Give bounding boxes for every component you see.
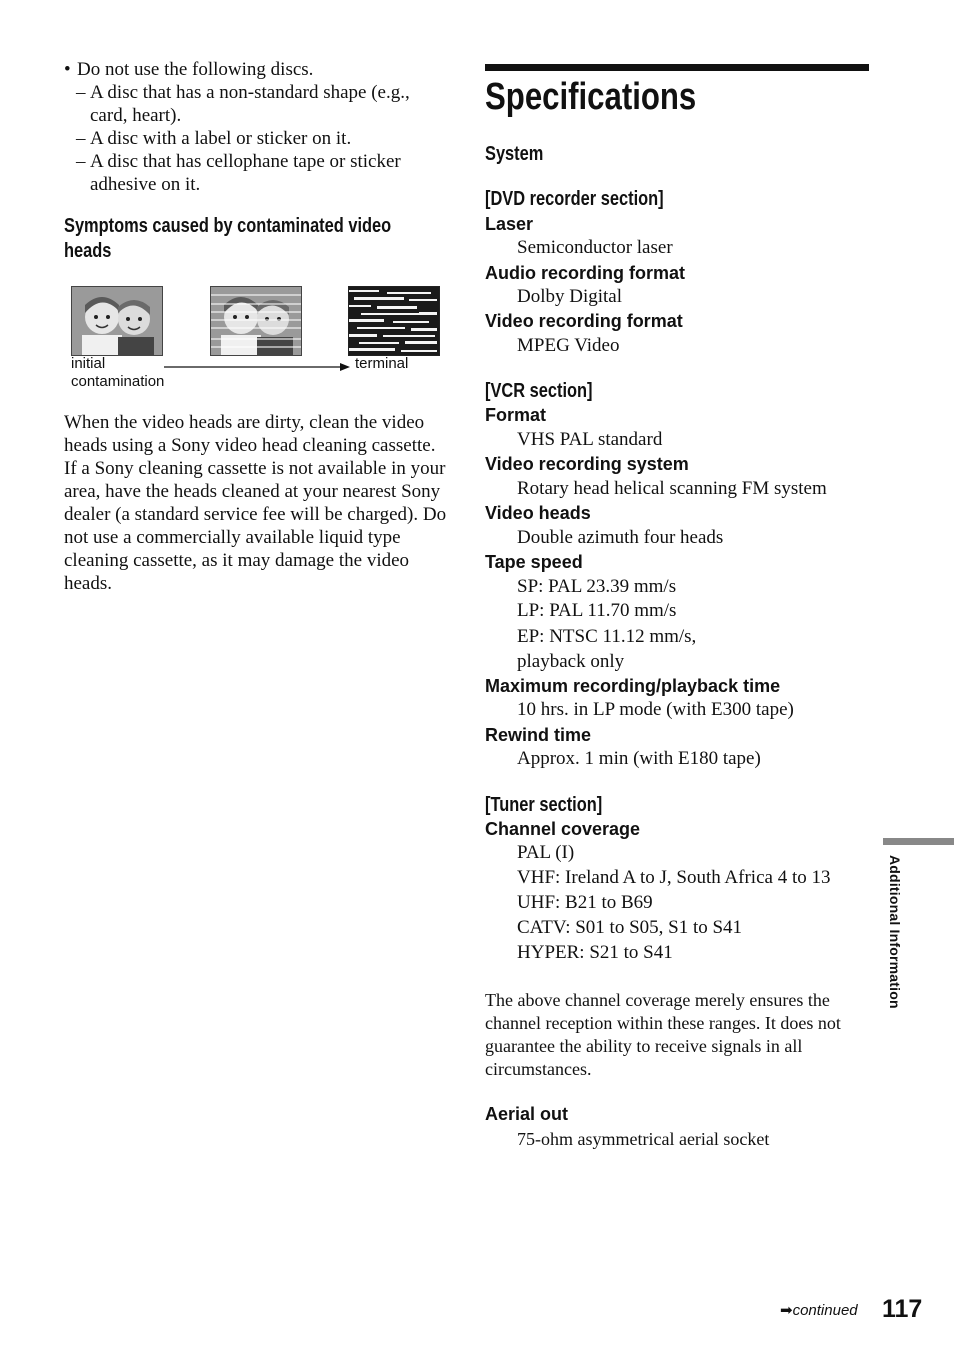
- spec-label-aerial-out: Aerial out: [485, 1104, 569, 1124]
- disc-warning-block: [64, 58, 448, 196]
- page-number: 117: [882, 1295, 923, 1323]
- bullet-text: Do not use the following discs.: [77, 59, 314, 80]
- side-tab-bar: [883, 838, 954, 845]
- vcr-section-heading: [VCR section]: [485, 380, 593, 402]
- symptoms-heading-line: Symptoms caused by contaminated video: [64, 215, 392, 237]
- spec-label-format: Format: [485, 405, 547, 425]
- channel-coverage-note: [485, 989, 869, 1081]
- spec-value-channel: UHF: B21 to B69: [517, 892, 653, 913]
- continued-indicator: [780, 1301, 858, 1319]
- spec-value-channel: CATV: S01 to S05, S1 to S41: [517, 917, 743, 938]
- paragraph-line: When the video heads are dirty, clean the video: [64, 412, 425, 433]
- photo-clean: [71, 286, 163, 356]
- spec-label-rewind-time: Rewind time: [485, 725, 592, 745]
- disc-sub-list: [64, 81, 448, 196]
- side-tab-label: Additional Information: [887, 855, 903, 1009]
- spec-value-channel: HYPER: S21 to S41: [517, 942, 673, 963]
- spec-label-tape-speed: Tape speed: [485, 552, 583, 572]
- dash-mark: –: [76, 151, 86, 172]
- dash-mark: –: [76, 128, 86, 149]
- contamination-figure: [64, 282, 448, 397]
- bullet-item: [64, 58, 448, 81]
- spec-value-tape-speed: EP: NTSC 11.12 mm/s,: [517, 626, 697, 647]
- sub-item-line: A disc that has cellophane tape or sticker: [90, 151, 401, 172]
- symptoms-heading-line: heads: [64, 240, 112, 262]
- bullet-mark: •: [64, 59, 71, 80]
- figure-label-initial: initial: [71, 355, 106, 372]
- progression-arrow: [164, 362, 350, 372]
- note-line: guarantee the ability to receive signals in all: [485, 1036, 803, 1056]
- paragraph-line: area, have the heads cleaned at your nearest Sony: [64, 481, 441, 502]
- photo-initial-contamination: [210, 286, 302, 356]
- spec-label-recording-system: Video recording system: [485, 454, 689, 474]
- paragraph-line: dealer (a standard service fee will be charged). Do: [64, 504, 447, 525]
- tuner-section-heading: [Tuner section]: [485, 794, 603, 816]
- figure-label-terminal: terminal: [355, 355, 409, 372]
- spec-label-channel-coverage: Channel coverage: [485, 819, 641, 839]
- spec-label-laser: Laser: [485, 214, 534, 234]
- paragraph-line: heads.: [64, 573, 113, 594]
- sub-item-line: A disc that has a non-standard shape (e.g.,: [90, 82, 410, 103]
- spec-label-video-format: Video recording format: [485, 311, 683, 331]
- page-title: Specifications: [485, 76, 697, 118]
- spec-value-tape-speed: LP: PAL 11.70 mm/s: [517, 600, 677, 621]
- paragraph-line: cleaning cassette, as it may damage the video: [64, 550, 410, 571]
- system-heading: System: [485, 143, 544, 165]
- note-line: The above channel coverage merely ensures the: [485, 990, 830, 1010]
- spec-value-max-time: 10 hrs. in LP mode (with E300 tape): [517, 699, 794, 720]
- sub-item-line: adhesive on it.: [90, 174, 201, 195]
- spec-label-max-time: Maximum recording/playback time: [485, 676, 781, 696]
- spec-value-format: VHS PAL standard: [517, 429, 663, 450]
- arrow-right-icon: ➡: [780, 1302, 793, 1319]
- sub-item: [64, 150, 448, 196]
- dash-mark: –: [76, 82, 86, 103]
- spec-value-video-heads: Double azimuth four heads: [517, 527, 724, 548]
- spec-label-video-heads: Video heads: [485, 503, 591, 523]
- photo-terminal-contamination: [348, 286, 440, 356]
- note-line: channel reception within these ranges. It does not: [485, 1013, 841, 1033]
- sub-item: [64, 81, 448, 127]
- dvd-section-heading: [DVD recorder section]: [485, 188, 664, 210]
- cleaning-paragraph: [64, 411, 448, 595]
- paragraph-line: not use a commercially available liquid type: [64, 527, 401, 548]
- spec-value-channel: PAL (I): [517, 842, 575, 863]
- spec-value-video-format: MPEG Video: [517, 335, 620, 356]
- symptoms-heading: [64, 214, 391, 264]
- spec-value-audio-format: Dolby Digital: [517, 286, 623, 307]
- spec-value-aerial-out: 75-ohm asymmetrical aerial socket: [517, 1129, 770, 1149]
- spec-value-rewind-time: Approx. 1 min (with E180 tape): [517, 748, 761, 769]
- sub-item-line: A disc with a label or sticker on it.: [90, 128, 352, 149]
- sub-item: [64, 127, 448, 150]
- spec-value-channel: VHF: Ireland A to J, South Africa 4 to 13: [517, 867, 831, 888]
- sub-item-line: card, heart).: [90, 105, 182, 126]
- title-rule: [485, 64, 869, 71]
- figure-label-contamination: contamination: [71, 373, 165, 390]
- spec-value-laser: Semiconductor laser: [517, 237, 673, 258]
- spec-value-recording-system: Rotary head helical scanning FM system: [517, 478, 827, 499]
- spec-value-tape-speed: SP: PAL 23.39 mm/s: [517, 576, 677, 597]
- paragraph-line: If a Sony cleaning cassette is not available in your: [64, 458, 446, 479]
- spec-label-audio-format: Audio recording format: [485, 263, 686, 283]
- spec-value-tape-speed: playback only: [517, 651, 625, 672]
- paragraph-line: heads using a Sony video head cleaning cassette.: [64, 435, 436, 456]
- note-line: circumstances.: [485, 1059, 592, 1079]
- continued-label: continued: [792, 1302, 858, 1319]
